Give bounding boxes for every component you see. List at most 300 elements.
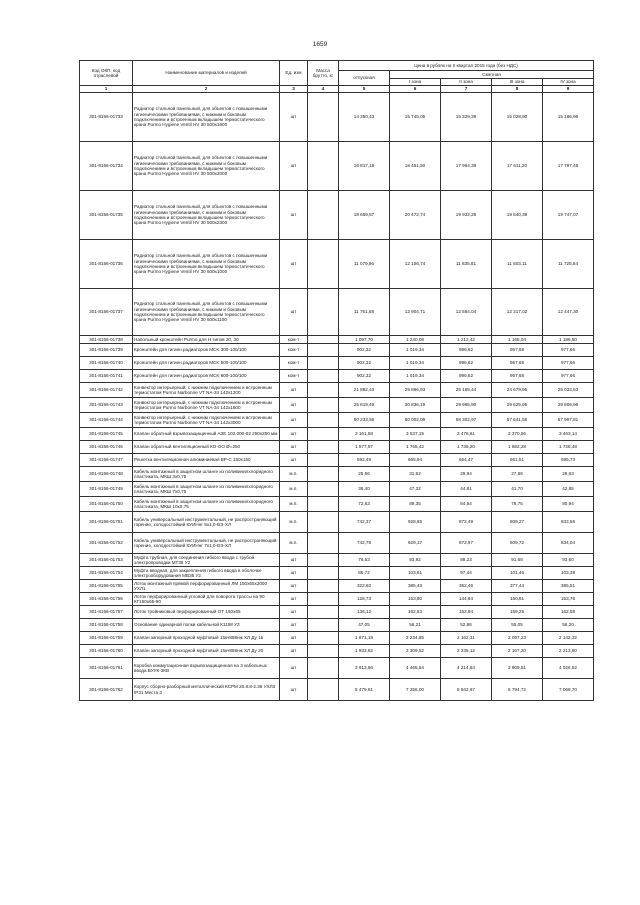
table-cell-zone-4-price: 12 447,30 (543, 289, 594, 336)
table-cell-unit: м.п. (280, 467, 308, 482)
table-cell-unit: шт (280, 142, 308, 191)
table-cell-name: Муфта трубная, для соединения гибкого ввода с трубой электропроводки МТ35 У2 (133, 554, 280, 567)
table-cell-zone-3-price: 57 641,55 (492, 413, 543, 428)
table-row (80, 454, 594, 467)
table-cell-zone-4-price: 17 797,48 (543, 142, 594, 191)
table-cell-mass (308, 289, 339, 336)
table-cell-name: Кабель монтажный в защитном шланге из поливинилхлоридного пластиката, МКШ 3x0,75 (133, 467, 280, 482)
table-cell-zone-4-price: 834,04 (543, 533, 594, 554)
col-index: 1 (80, 86, 133, 93)
table-cell-name: Клапан запорный проходной муфтовый 15кч888нж ХЛ Ду 20 (133, 645, 280, 658)
table-cell-code: 301-8156-01748 (80, 467, 133, 482)
table-row (80, 413, 594, 428)
table-cell-zone-2-price: 44,81 (441, 482, 492, 497)
table-cell-mass (308, 593, 339, 606)
table-cell-zone-1-price: 60 002,09 (390, 413, 441, 428)
table-cell-mass (308, 454, 339, 467)
table-cell-name: Муфта вводная, для закрепления гибкого ввода в оболочке электрооборудования МВ36 У2 (133, 567, 280, 580)
column-index-row (80, 86, 594, 93)
table-cell-release-price: 322,60 (339, 580, 390, 593)
table-cell-zone-2-price: 25 165,44 (441, 383, 492, 398)
table-row (80, 580, 594, 593)
table-cell-zone-2-price: 2 235,12 (441, 645, 492, 658)
table-cell-zone-3-price: 41,70 (492, 482, 543, 497)
table-cell-unit: шт (280, 240, 308, 289)
table-cell-mass (308, 441, 339, 454)
table-cell-zone-3-price: 2 097,23 (492, 632, 543, 645)
table-cell-unit: ком-т (280, 336, 308, 344)
table-cell-code: 301-8156-01754 (80, 567, 133, 580)
col-name-header: Наименование материалов и изделий (133, 61, 280, 86)
table-cell-zone-2-price: 12 564,04 (441, 289, 492, 336)
table-cell-unit: шт (280, 454, 308, 467)
table-cell-zone-1-price: 1 019,34 (390, 370, 441, 383)
table-row (80, 383, 594, 398)
table-cell-code: 301-8156-01736 (80, 240, 133, 289)
table-cell-zone-4-price: 162,58 (543, 606, 594, 619)
table-cell-zone-4-price: 29 806,96 (543, 398, 594, 413)
table-cell-code: 301-8156-01745 (80, 428, 133, 441)
table-cell-zone-4-price: 15 186,96 (543, 93, 594, 142)
table-cell-zone-2-price: 4 214,84 (441, 658, 492, 679)
table-cell-zone-4-price: 56,20 (543, 619, 594, 632)
table-cell-zone-2-price: 52,86 (441, 619, 492, 632)
table-cell-zone-4-price: 3 463,14 (543, 428, 594, 441)
table-cell-code: 301-8156-01738 (80, 336, 133, 344)
table-cell-zone-3-price: 6 794,72 (492, 679, 543, 701)
table-cell-unit: шт (280, 619, 308, 632)
table-cell-name: Конвектор интерьерный, с нижним подключением и встроенным термостатом Purmo Narbonne VT NA-34 142x1200 (133, 383, 280, 398)
table-cell-zone-1-price: 4 465,54 (390, 658, 441, 679)
price-table (79, 60, 594, 701)
table-cell-zone-3-price: 957,68 (492, 357, 543, 370)
table-cell-code: 301-8156-01739 (80, 344, 133, 357)
table-cell-mass (308, 467, 339, 482)
table-cell-zone-2-price: 996,62 (441, 370, 492, 383)
table-cell-release-price: 16 817,18 (339, 142, 390, 191)
page-number: 1659 (312, 41, 328, 48)
table-cell-unit: шт (280, 554, 308, 567)
table-cell-zone-2-price: 17 964,39 (441, 142, 492, 191)
table-cell-code: 301-8156-01755 (80, 580, 133, 593)
table-cell-zone-2-price: 362,46 (441, 580, 492, 593)
table-body (80, 93, 594, 701)
table-cell-unit: шт (280, 632, 308, 645)
table-row (80, 357, 594, 370)
table-cell-zone-2-price: 15 329,39 (441, 93, 492, 142)
table-cell-release-price: 3 613,56 (339, 658, 390, 679)
zone-4-header: IV зона (543, 79, 594, 86)
table-cell-mass (308, 240, 339, 289)
table-cell-code: 301-8156-01759 (80, 632, 133, 645)
table-cell-zone-2-price: 58 302,97 (441, 413, 492, 428)
table-cell-code: 301-8156-01735 (80, 191, 133, 240)
table-cell-unit: шт (280, 658, 308, 679)
table-cell-zone-2-price: 3 476,61 (441, 428, 492, 441)
table-cell-zone-1-price: 31,62 (390, 467, 441, 482)
table-cell-zone-3-price: 101,46 (492, 567, 543, 580)
table-cell-unit: шт (280, 645, 308, 658)
table-cell-zone-4-price: 977,66 (543, 370, 594, 383)
table-cell-code: 301-8156-01733 (80, 93, 133, 142)
table-cell-zone-2-price: 872,97 (441, 533, 492, 554)
table-cell-zone-4-price: 4 026,52 (543, 658, 594, 679)
table-cell-zone-4-price: 153,76 (543, 593, 594, 606)
table-cell-release-price: 18 659,57 (339, 191, 390, 240)
table-cell-zone-3-price: 957,68 (492, 344, 543, 357)
table-cell-name: Лоток перфорированный угловой для поворота трассы на 90 КГ150x65-90 (133, 593, 280, 606)
table-cell-code: 301-8156-01743 (80, 398, 133, 413)
table-cell-unit: шт (280, 398, 308, 413)
table-cell-zone-1-price: 665,94 (390, 454, 441, 467)
table-cell-mass (308, 512, 339, 533)
table-cell-release-price: 25,66 (339, 467, 390, 482)
table-cell-zone-1-price: 3 537,15 (390, 428, 441, 441)
col-index: 3 (280, 86, 308, 93)
table-cell-zone-1-price: 929,17 (390, 533, 441, 554)
table-cell-mass (308, 383, 339, 398)
table-cell-zone-1-price: 18 451,50 (390, 142, 441, 191)
table-cell-zone-1-price: 1 019,34 (390, 344, 441, 357)
table-row (80, 658, 594, 679)
table-cell-unit: м.п. (280, 497, 308, 512)
table-cell-code: 301-8156-01744 (80, 413, 133, 428)
table-cell-zone-3-price: 661,51 (492, 454, 543, 467)
table-cell-zone-3-price: 809,72 (492, 533, 543, 554)
table-row (80, 441, 594, 454)
table-cell-name: Лоток тройниковый перфорированный ОТ 150x65 (133, 606, 280, 619)
table-row (80, 554, 594, 567)
table-cell-name: Кабель монтажный в защитном шланге из поливинилхлоридного пластиката, МКШ 10x0,75 (133, 497, 280, 512)
table-cell-name: Кабель монтажный в защитном шланге из поливинилхлоридного пластиката, МКШ 7x0,75 (133, 482, 280, 497)
table-row (80, 593, 594, 606)
col-unit-header: Ед. изм (280, 61, 308, 86)
table-cell-release-price: 14 350,43 (339, 93, 390, 142)
table-row (80, 645, 594, 658)
table-cell-zone-4-price: 2 213,80 (543, 645, 594, 658)
table-cell-unit: шт (280, 606, 308, 619)
table-row (80, 533, 594, 554)
table-cell-mass (308, 497, 339, 512)
table-cell-zone-2-price: 84,64 (441, 497, 492, 512)
table-cell-zone-2-price: 152,94 (441, 606, 492, 619)
table-cell-code: 301-8156-01750 (80, 497, 133, 512)
table-cell-zone-1-price: 93,92 (390, 554, 441, 567)
table-cell-zone-3-price: 957,68 (492, 370, 543, 383)
table-cell-zone-1-price: 25 896,93 (390, 383, 441, 398)
table-cell-zone-4-price: 93,60 (543, 554, 594, 567)
table-row (80, 344, 594, 357)
table-cell-mass (308, 344, 339, 357)
table-cell-unit: шт (280, 428, 308, 441)
table-row (80, 567, 594, 580)
table-cell-zone-1-price: 2 234,65 (390, 632, 441, 645)
table-cell-mass (308, 533, 339, 554)
table-cell-zone-2-price: 2 162,31 (441, 632, 492, 645)
table-cell-zone-3-price: 150,61 (492, 593, 543, 606)
table-cell-zone-3-price: 377,44 (492, 580, 543, 593)
table-cell-zone-4-price: 2 142,32 (543, 632, 594, 645)
table-cell-zone-1-price: 103,61 (390, 567, 441, 580)
col-index: 6 (390, 86, 441, 93)
table-cell-zone-2-price: 97,44 (441, 567, 492, 580)
table-cell-zone-4-price: 80,94 (543, 497, 594, 512)
table-cell-zone-1-price: 30 836,19 (390, 398, 441, 413)
table-cell-zone-3-price: 3 370,56 (492, 428, 543, 441)
price-group-header: Цена в рублях на II квартал 2015 года (без НДС) (339, 61, 594, 71)
table-cell-name: Клапан обратный вентиляционный КО-ОО Ø=250 (133, 441, 280, 454)
table-cell-mass (308, 93, 339, 142)
table-row (80, 606, 594, 619)
table-cell-release-price: 11 079,96 (339, 240, 390, 289)
table-cell-unit: шт (280, 93, 308, 142)
table-row (80, 142, 594, 191)
table-row (80, 370, 594, 383)
table-row (80, 336, 594, 344)
table-cell-mass (308, 580, 339, 593)
table-cell-zone-3-price: 19 540,39 (492, 191, 543, 240)
table-cell-zone-3-price: 809,27 (492, 512, 543, 533)
table-cell-name: Корпус сборно-разборный металлический КСРМ 20.8.8-2.36 УХЛ3 IP31 Места 3 (133, 679, 280, 701)
table-cell-zone-2-price: 996,62 (441, 344, 492, 357)
table-cell-zone-2-price: 88,23 (441, 554, 492, 567)
table-cell-release-price: 47,05 (339, 619, 390, 632)
table-row (80, 289, 594, 336)
table-cell-zone-1-price: 1 019,34 (390, 357, 441, 370)
table-cell-name: Конвектор интерьерный, с нижним подключением и встроенным термостатом Purmo Narbonne VT NA-34 142x3000 (133, 413, 280, 428)
table-cell-zone-3-price: 3 909,51 (492, 658, 543, 679)
table-cell-unit: шт (280, 413, 308, 428)
table-cell-zone-2-price: 654,47 (441, 454, 492, 467)
table-cell-zone-1-price: 928,65 (390, 512, 441, 533)
table-cell-zone-2-price: 11 835,81 (441, 240, 492, 289)
table-cell-mass (308, 679, 339, 701)
table-cell-zone-2-price: 19 932,28 (441, 191, 492, 240)
table-cell-mass (308, 398, 339, 413)
table-cell-name: Кронштейн для гигиен.радиаторов MCK 300-100/100 (133, 344, 280, 357)
table-cell-mass (308, 567, 339, 580)
table-cell-mass (308, 645, 339, 658)
table-cell-unit: шт (280, 567, 308, 580)
table-cell-mass (308, 632, 339, 645)
table-cell-zone-1-price: 153,80 (390, 593, 441, 606)
table-cell-release-price: 72,53 (339, 497, 390, 512)
table-cell-zone-4-price: 28,63 (543, 467, 594, 482)
table-header (80, 61, 594, 93)
table-cell-name: Радиатор стальной панельный, для объектов с повышенными гигиеническими требованиями, с нижним и боковым подключением и встроенным вкладышем термостатического крана Purmo Hygiene Ventil HV 30 600x1000 (133, 240, 280, 289)
table-cell-zone-2-price: 872,49 (441, 512, 492, 533)
table-row (80, 632, 594, 645)
table-cell-zone-1-price: 20 472,74 (390, 191, 441, 240)
table-cell-zone-3-price: 27,86 (492, 467, 543, 482)
table-cell-zone-3-price: 17 611,20 (492, 142, 543, 191)
table-cell-zone-4-price: 977,66 (543, 357, 594, 370)
table-cell-zone-2-price: 29 965,90 (441, 398, 492, 413)
table-row (80, 497, 594, 512)
table-cell-name: Лоток монтажный прямой перфорированный ЛМ 150x65x2000 УХЛ1 (133, 580, 280, 593)
table-cell-unit: шт (280, 289, 308, 336)
col-code-header: Код ОКП, код отраслевой (80, 61, 133, 86)
table-cell-name: Радиатор стальной панельный, для объектов с повышенными гигиеническими требованиями, с нижним и боковым подключением и встроенным вкладышем термостатического крана Purmo Hygiene Ventil HV 30 500x2000 (133, 142, 280, 191)
table-cell-mass (308, 142, 339, 191)
table-cell-zone-3-price: 91,68 (492, 554, 543, 567)
table-row (80, 398, 594, 413)
table-cell-unit: шт (280, 191, 308, 240)
table-cell-zone-3-price: 1 682,28 (492, 441, 543, 454)
table-cell-zone-4-price: 11 725,84 (543, 240, 594, 289)
table-cell-code: 301-8156-01741 (80, 370, 133, 383)
table-cell-release-price: 86,72 (339, 567, 390, 580)
table-cell-release-price: 1 577,97 (339, 441, 390, 454)
col-index: 7 (441, 86, 492, 93)
table-cell-unit: ком-т (280, 344, 308, 357)
table-cell-unit: м.п. (280, 512, 308, 533)
table-cell-mass (308, 370, 339, 383)
table-cell-zone-2-price: 996,62 (441, 357, 492, 370)
table-cell-mass (308, 357, 339, 370)
table-cell-mass (308, 413, 339, 428)
table-cell-unit: шт (280, 593, 308, 606)
table-cell-zone-4-price: 25 033,63 (543, 383, 594, 398)
table-cell-mass (308, 191, 339, 240)
table-cell-name: Кронштейн для гигиен.радиаторов MCK 600-100/100 (133, 370, 280, 383)
table-cell-zone-3-price: 1 165,04 (492, 336, 543, 344)
table-cell-name: Кабель универсальный инструментальный, не распространяющий горение, холодостойкий КУИНнг 7x1,0-ВЭ-ХЛ (133, 533, 280, 554)
table-cell-mass (308, 554, 339, 567)
table-cell-code: 301-8156-01747 (80, 454, 133, 467)
table-row (80, 240, 594, 289)
table-cell-zone-2-price: 1 735,20 (441, 441, 492, 454)
table-cell-zone-4-price: 1 186,50 (543, 336, 594, 344)
table-cell-name: Радиатор стальной панельный, для объектов с повышенными гигиеническими требованиями, с нижним и боковым подключением и встроенным вкладышем термостатического крана Purmo Hygiene Ventil HV 30 500x1600 (133, 93, 280, 142)
table-cell-unit: м.п. (280, 533, 308, 554)
table-cell-release-price: 11 761,68 (339, 289, 390, 336)
table-cell-mass (308, 428, 339, 441)
table-cell-code: 301-8156-01758 (80, 619, 133, 632)
table-cell-release-price: 1 097,70 (339, 336, 390, 344)
table-cell-unit: м.п. (280, 482, 308, 497)
table-cell-zone-4-price: 42,85 (543, 482, 594, 497)
table-cell-release-price: 76,53 (339, 554, 390, 567)
table-cell-zone-4-price: 977,66 (543, 344, 594, 357)
estimate-group-header: Сметная (390, 71, 594, 79)
table-cell-zone-1-price: 56,21 (390, 619, 441, 632)
table-cell-zone-4-price: 1 728,48 (543, 441, 594, 454)
table-cell-zone-4-price: 57 997,81 (543, 413, 594, 428)
table-row (80, 679, 594, 701)
table-cell-code: 301-8156-01760 (80, 645, 133, 658)
table-cell-release-price: 25 819,49 (339, 398, 390, 413)
table-cell-unit: шт (280, 383, 308, 398)
table-row (80, 619, 594, 632)
table-cell-release-price: 5 479,61 (339, 679, 390, 701)
table-cell-code: 301-8156-01752 (80, 533, 133, 554)
table-cell-zone-4-price: 833,56 (543, 512, 594, 533)
table-cell-release-price: 3 161,58 (339, 428, 390, 441)
table-cell-unit: ком-т (280, 370, 308, 383)
table-cell-code: 301-8156-01757 (80, 606, 133, 619)
table-row (80, 482, 594, 497)
table-cell-mass (308, 658, 339, 679)
table-cell-code: 301-8156-01751 (80, 512, 133, 533)
table-cell-zone-4-price: 19 747,07 (543, 191, 594, 240)
table-cell-zone-1-price: 47,32 (390, 482, 441, 497)
table-cell-name: Радиатор стальной панельный, для объектов с повышенными гигиеническими требованиями, с нижним и боковым подключением и встроенным вкладышем термостатического крана Purmo Hygiene Ventil HV 30 500x2300 (133, 191, 280, 240)
table-cell-code: 301-8156-01753 (80, 554, 133, 567)
table-cell-release-price: 742,37 (339, 512, 390, 533)
table-cell-mass (308, 606, 339, 619)
table-cell-name: Решетка вентиляционная алюминиевая ВР-С 150x150 (133, 454, 280, 467)
table-cell-zone-3-price: 29 625,95 (492, 398, 543, 413)
col-index: 2 (133, 86, 280, 93)
table-cell-zone-4-price: 103,38 (543, 567, 594, 580)
table-cell-zone-4-price: 695,73 (543, 454, 594, 467)
table-cell-zone-4-price: 385,51 (543, 580, 594, 593)
table-cell-unit: шт (280, 441, 308, 454)
table-cell-code: 301-8156-01762 (80, 679, 133, 701)
table-cell-zone-3-price: 2 167,20 (492, 645, 543, 658)
table-cell-code: 301-8156-01746 (80, 441, 133, 454)
table-cell-release-price: 592,49 (339, 454, 390, 467)
table-cell-unit: шт (280, 580, 308, 593)
table-cell-name: Клапан запорный проходной муфтовый 15кч888нж ХЛ Ду 15 (133, 632, 280, 645)
table-cell-name: Кронштейн для гигиен.радиаторов MCK 500-100/100 (133, 357, 280, 370)
table-cell-release-price: 742,78 (339, 533, 390, 554)
table-cell-release-price: 50 233,56 (339, 413, 390, 428)
table-row (80, 191, 594, 240)
table-row (80, 467, 594, 482)
table-cell-zone-2-price: 144,64 (441, 593, 492, 606)
table-row (80, 512, 594, 533)
table-cell-name: Основание одинарной полки кабельной К1158 УЗ (133, 619, 280, 632)
table-cell-zone-1-price: 7 256,00 (390, 679, 441, 701)
table-row (80, 93, 594, 142)
table-cell-release-price: 128,73 (339, 593, 390, 606)
table-cell-zone-3-price: 159,25 (492, 606, 543, 619)
table-cell-zone-3-price: 24 679,95 (492, 383, 543, 398)
col-release-header: отпускная (339, 71, 390, 86)
table-cell-name: Напольный кронштейн Purmo для H типов 20, 30 (133, 336, 280, 344)
table-cell-zone-1-price: 12 156,74 (390, 240, 441, 289)
table-cell-name: Клапан обратный взрывозащищенный АЗЕ 102.000-02 250x250 мм (133, 428, 280, 441)
col-index: 4 (308, 86, 339, 93)
table-cell-zone-1-price: 2 309,52 (390, 645, 441, 658)
table-cell-release-price: 136,12 (339, 606, 390, 619)
table-cell-unit: ком-т (280, 357, 308, 370)
table-cell-code: 301-8156-01761 (80, 658, 133, 679)
table-cell-zone-3-price: 12 317,02 (492, 289, 543, 336)
table-cell-zone-2-price: 1 212,42 (441, 336, 492, 344)
table-cell-zone-1-price: 12 904,71 (390, 289, 441, 336)
table-cell-release-price: 902,32 (339, 357, 390, 370)
col-index: 9 (543, 86, 594, 93)
table-cell-zone-3-price: 15 028,90 (492, 93, 543, 142)
table-cell-code: 301-8156-01742 (80, 383, 133, 398)
col-index: 5 (339, 86, 390, 93)
col-mass-header: Масса брутто, кг (308, 61, 339, 86)
zone-2-header: II зона (441, 79, 492, 86)
table-cell-zone-3-price: 11 603,11 (492, 240, 543, 289)
table-cell-name: Конвектор интерьерный, с нижним подключением и встроенным термостатом Purmo Narbonne VT NA-34 142x1600 (133, 398, 280, 413)
table-cell-release-price: 902,32 (339, 370, 390, 383)
table-cell-release-price: 1 933,82 (339, 645, 390, 658)
table-cell-code: 301-8156-01756 (80, 593, 133, 606)
table-cell-name: Кабель универсальный инструментальный, не распространяющий горение, холодостойкий КУИНнг 5x1,0-ВЭ-ХЛ (133, 512, 280, 533)
table-cell-zone-1-price: 162,63 (390, 606, 441, 619)
table-cell-zone-1-price: 1 240,08 (390, 336, 441, 344)
table-cell-mass (308, 619, 339, 632)
table-cell-release-price: 21 882,43 (339, 383, 390, 398)
